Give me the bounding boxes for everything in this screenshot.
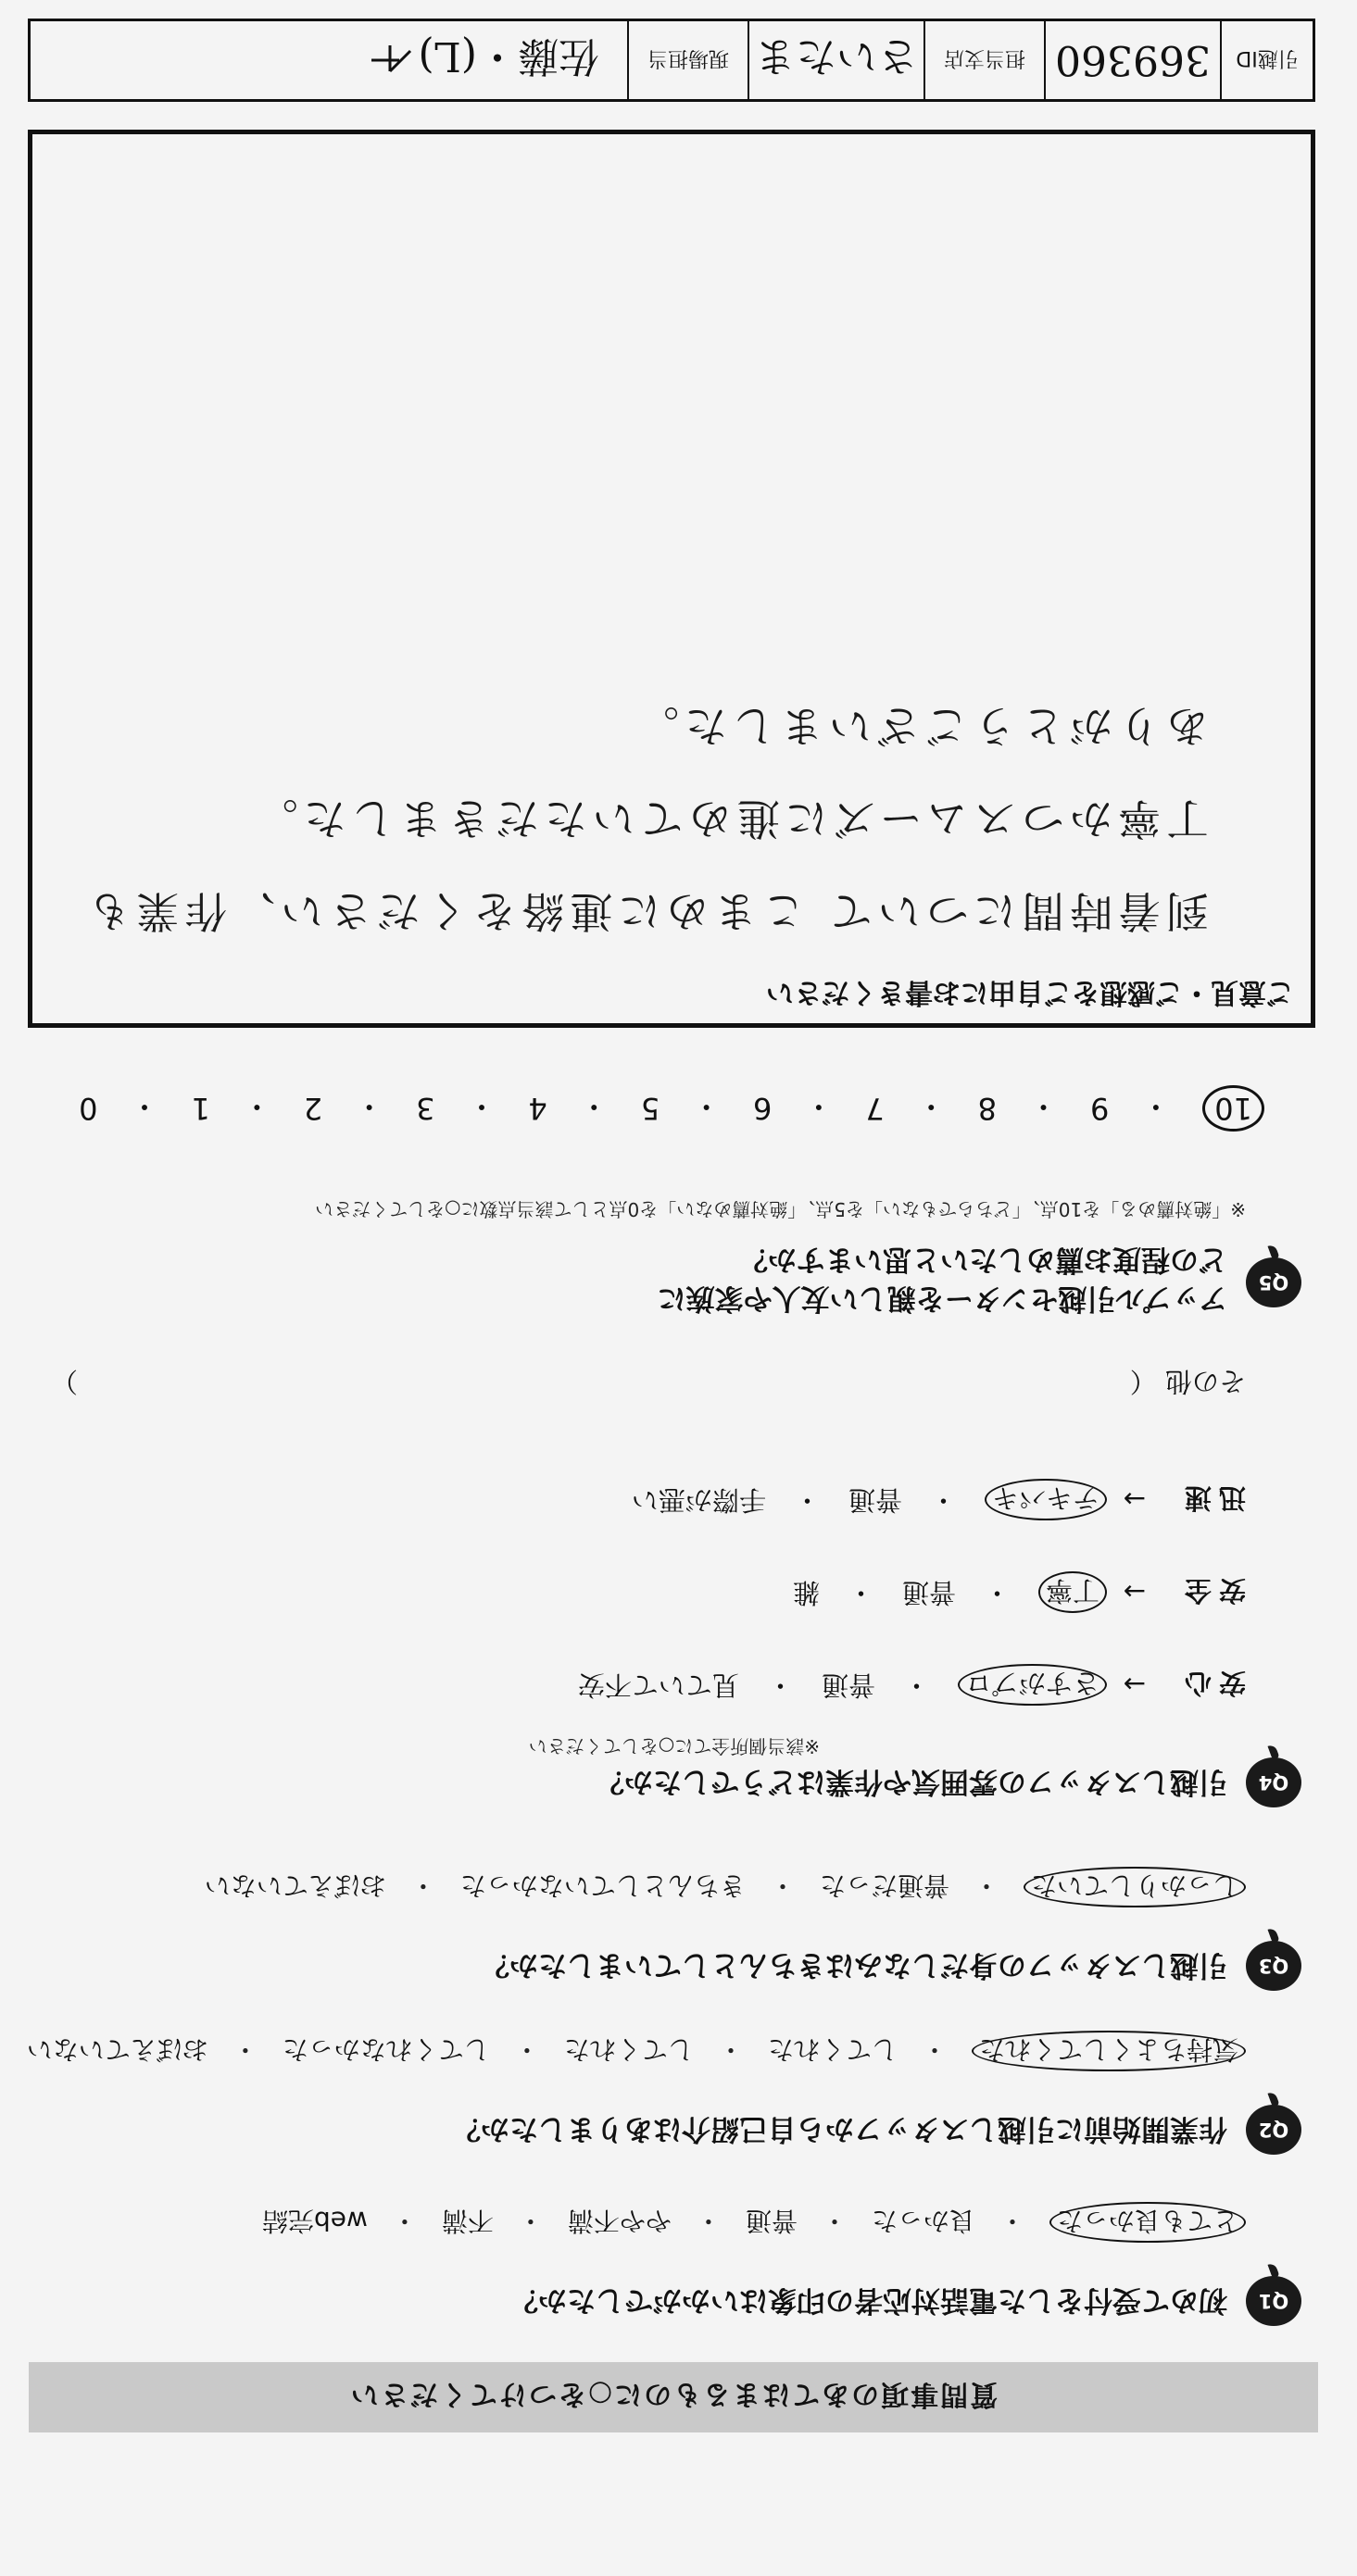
q1-options: とても良かった ・ 良かった ・ 普通 ・ やや不満 ・ 不満 ・ web完結 <box>262 2202 1246 2243</box>
q2-options: 気持ちよくしてくれた ・ してくれた ・ してくれた ・ してくれなかった ・ おぼえていない <box>27 2031 1246 2071</box>
q4-anzen-option-1[interactable]: 丁寧 <box>1038 1571 1107 1613</box>
q1-question: 初めて受付をした電話対応者の印象はいかがでしたか？ <box>509 2283 1227 2317</box>
q1-option-2[interactable]: 良かった <box>871 2206 975 2236</box>
q4-row-label: 迅速 <box>1176 1482 1246 1514</box>
q4-anshin-option-1[interactable]: さすがプロ <box>958 1664 1107 1706</box>
q2-option-5[interactable]: おぼえていない <box>26 2034 208 2065</box>
q4-other-label: その他 <box>1164 1366 1246 1397</box>
comment-title: ご意見・ご感想をご自由にお書きください <box>766 976 1294 1008</box>
q3-option-1[interactable]: しっかりしていた <box>1024 1867 1246 1907</box>
q5-question-line1: アップル引越センターを親しい友人や家族に <box>657 1282 1227 1315</box>
arrow-right-icon: → <box>1123 1576 1147 1608</box>
q5-score-6[interactable]: 6 <box>753 1091 773 1126</box>
q1-option-4[interactable]: やや不満 <box>567 2206 672 2236</box>
q4-other-row <box>51 1364 1246 1402</box>
q3-options: しっかりしていた ・ 普通だった ・ きちんとしていなかった ・ おぼえていない <box>205 1867 1246 1907</box>
q5-score-5[interactable]: 5 <box>640 1091 660 1126</box>
instructions-banner: 質問事項のあてはまるものに○をつけてください <box>29 2362 1318 2432</box>
q3-option-2[interactable]: 普通だった <box>819 1870 949 1901</box>
q4-note: ※該当個所全てに○をしてください <box>528 1735 820 1757</box>
q4-badge: Q4 <box>1246 1757 1301 1807</box>
leader-name: 佐藤・(L) <box>418 32 599 80</box>
id-bar <box>28 19 1315 102</box>
branch-value: さいたま <box>748 21 924 99</box>
q4-jinsoku-option-2[interactable]: 普通 <box>848 1484 902 1516</box>
q4-row-anzen: 安全 → 丁寧 ・ 普通 ・ 雑 <box>793 1571 1246 1613</box>
q1-option-3[interactable]: 普通 <box>745 2206 798 2236</box>
q5-score-9[interactable]: 9 <box>1089 1091 1110 1126</box>
comment-line-2: 丁寧かつスムーズに進めていただきました。 <box>249 794 1209 844</box>
q4-anzen-option-3[interactable]: 雑 <box>792 1577 820 1608</box>
q5-score-4[interactable]: 4 <box>528 1091 547 1126</box>
q4-row-label: 安全 <box>1176 1575 1246 1607</box>
comment-line-3: ありがとうございました。 <box>631 701 1209 751</box>
arrow-right-icon: → <box>1123 1483 1147 1516</box>
q3-option-4[interactable]: おぼえていない <box>204 1870 386 1901</box>
q4-anshin-option-3[interactable]: 見ていて不安 <box>577 1669 739 1701</box>
leader-label: 現場担当 <box>627 21 748 99</box>
q4-question: 引越しスタッフの雰囲気や作業はどうでしたか？ <box>596 1765 1227 1798</box>
q5-badge: Q5 <box>1246 1257 1301 1307</box>
q4-row-anshin: 安心 → さすがプロ ・ 普通 ・ 見ていて不安 <box>578 1664 1246 1706</box>
q2-option-2[interactable]: してくれた <box>767 2034 898 2065</box>
comment-line-1: 到着時間について こまめに連絡をください、作業も <box>82 886 1209 936</box>
comment-box[interactable] <box>28 130 1315 1028</box>
q2-option-3[interactable]: してくれた <box>563 2034 694 2065</box>
q4-row-jinsoku: 迅速 → テキパキ ・ 普通 ・ 手際が悪い <box>632 1479 1246 1520</box>
q3-question: 引越しスタッフの身だしなみはきちんとしていましたか？ <box>481 1948 1227 1982</box>
q1-badge: Q1 <box>1246 2276 1301 2326</box>
move-id-label: 引越ID <box>1220 21 1313 99</box>
q4-jinsoku-option-3[interactable]: 手際が悪い <box>631 1484 766 1516</box>
q3-option-3[interactable]: きちんとしていなかった <box>459 1870 746 1901</box>
q5-score-0[interactable]: 0 <box>79 1091 98 1126</box>
q1-option-1[interactable]: とても良かった <box>1049 2202 1246 2243</box>
q4-anshin-option-2[interactable]: 普通 <box>821 1669 875 1701</box>
q5-score-2[interactable]: 2 <box>303 1091 323 1126</box>
q5-score-10[interactable]: 10 <box>1202 1085 1264 1132</box>
q1-option-6[interactable]: web完結 <box>261 2206 368 2236</box>
branch-label: 担当支店 <box>924 21 1044 99</box>
q4-anzen-option-2[interactable]: 普通 <box>901 1577 956 1608</box>
q2-badge: Q2 <box>1246 2105 1301 2155</box>
q5-score-3[interactable]: 3 <box>416 1091 435 1126</box>
q4-other-close: ） <box>51 1366 79 1397</box>
q2-option-1[interactable]: 気持ちよくしてくれた <box>972 2031 1246 2071</box>
q4-jinsoku-option-1[interactable]: テキパキ <box>985 1479 1107 1520</box>
q4-row-label: 安心 <box>1176 1668 1246 1699</box>
q5-score-8[interactable]: 8 <box>977 1091 998 1126</box>
q5-score-7[interactable]: 7 <box>865 1091 885 1126</box>
q2-option-4[interactable]: してくれなかった <box>282 2034 490 2065</box>
q2-question: 作業開始前に引越しスタッフから自己紹介はありましたか？ <box>452 2112 1227 2145</box>
arrow-right-icon: → <box>1123 1669 1147 1701</box>
q5-question-line2: どの程度お薦めしたいと思いますか？ <box>739 1243 1227 1276</box>
q4-other-open: （ <box>1129 1366 1157 1397</box>
q1-option-5[interactable]: 不満 <box>441 2206 494 2236</box>
move-id-value: 369360 <box>1044 21 1220 99</box>
q5-note: ※「絶対薦める」を10点、「どちらでもない」を5点、「絶対薦めない」を0点として該当点数に○をしてください <box>315 1198 1246 1220</box>
flourish-icon <box>362 42 418 79</box>
q5-score-1[interactable]: 1 <box>191 1091 210 1126</box>
q3-badge: Q3 <box>1246 1941 1301 1991</box>
q5-scale: 10 ・ 9 ・ 8 ・ 7 ・ 6 ・ 5 ・ 4 ・ 3 ・ 2 ・ 1 ・ 0 <box>79 1085 1264 1132</box>
leader-value <box>31 21 627 99</box>
